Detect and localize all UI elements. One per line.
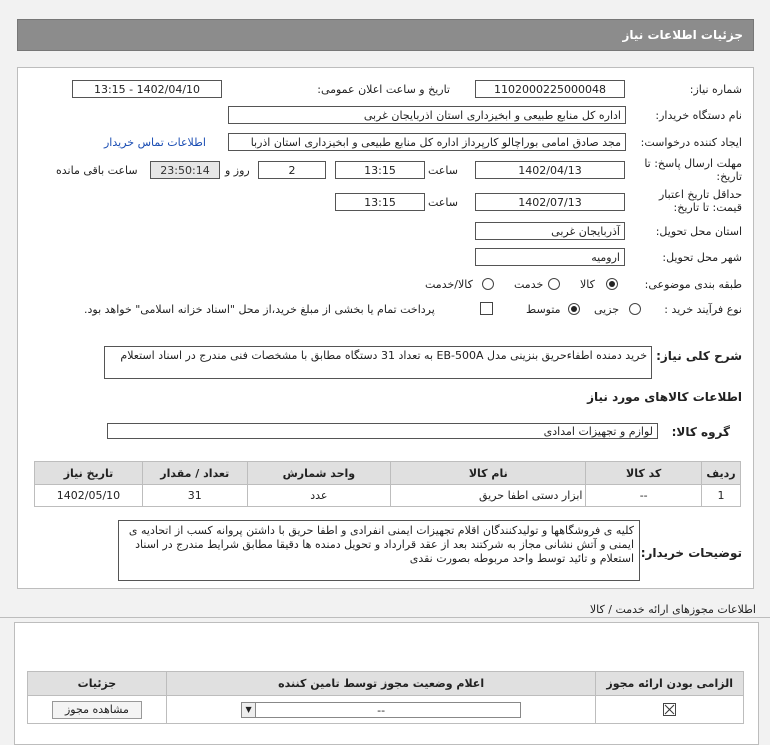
- goods-group-field[interactable]: لوازم و تجهیزات امدادی: [107, 423, 658, 439]
- process-minor-radio[interactable]: [629, 303, 641, 315]
- need-number-label: شماره نیاز:: [689, 83, 742, 96]
- page-title: جزئیات اطلاعات نیاز: [622, 28, 743, 42]
- city-field[interactable]: ارومیه: [475, 248, 625, 266]
- validity-date-field[interactable]: 1402/07/13: [475, 193, 625, 211]
- table-row[interactable]: [35, 485, 741, 507]
- col-row: ردیف: [701, 462, 740, 485]
- validity-label: حداقل تاریخ اعتبار: [658, 188, 742, 201]
- province-label: استان محل تحویل:: [655, 225, 742, 238]
- days-label: روز و: [225, 164, 250, 177]
- category-label: طبقه بندی موضوعی:: [644, 278, 742, 291]
- cell-unit: عدد: [247, 485, 391, 507]
- description-field[interactable]: خرید دمنده اطفاءحریق بنزینی مدل EB-500A به تعداد 31 دستگاه مطابق با مشخصات فنی مندرج در اسناد استعلام: [104, 346, 652, 379]
- col-unit: واحد شمارش: [247, 462, 391, 485]
- buyer-field[interactable]: اداره کل منابع طبیعی و ابخیزداری استان اذربایجان غربی: [228, 106, 626, 124]
- process-label: نوع فرآیند خرید :: [664, 303, 742, 316]
- cell-required: [596, 696, 744, 724]
- days-field[interactable]: 2: [258, 161, 326, 179]
- treasury-note: پرداخت تمام یا بخشی از مبلغ خرید،از محل "اسناد خزانه اسلامی" خواهد بود.: [84, 303, 435, 316]
- goods-table: [34, 461, 741, 507]
- cell-status: [166, 696, 596, 724]
- col-details: جزئیات: [28, 672, 167, 696]
- col-date: تاریخ نیاز: [35, 462, 143, 485]
- goods-section-title: اطلاعات کالاهای مورد نیاز: [587, 390, 742, 404]
- validity-label-2: قیمت: تا تاریخ:: [673, 201, 742, 214]
- need-number-field[interactable]: 1102000225000048: [475, 80, 625, 98]
- col-qty: تعداد / مقدار: [142, 462, 247, 485]
- cell-code: --: [586, 485, 701, 507]
- permits-table-header: [28, 672, 744, 696]
- cell-details: [28, 696, 167, 724]
- description-label: شرح کلی نیاز:: [656, 349, 742, 363]
- province-field[interactable]: آذربایجان غربی: [475, 222, 625, 240]
- remaining-time-field: 23:50:14: [150, 161, 220, 179]
- cell-row: 1: [701, 485, 740, 507]
- buyer-notes-label: توضیحات خریدار:: [640, 546, 742, 560]
- col-status: اعلام وضعیت مجوز توسط تامین کننده: [166, 672, 596, 696]
- category-service-radio[interactable]: [548, 278, 560, 290]
- category-goods-radio[interactable]: [606, 278, 618, 290]
- announce-label: تاریخ و ساعت اعلان عمومی:: [317, 83, 450, 96]
- chevron-down-icon[interactable]: ▼: [242, 703, 256, 717]
- treasury-checkbox[interactable]: [480, 302, 493, 315]
- cell-qty: 31: [142, 485, 247, 507]
- category-goods-label: کالا: [580, 278, 595, 291]
- required-x-checkbox: [663, 703, 676, 716]
- validity-time-field[interactable]: 13:15: [335, 193, 425, 211]
- status-select-value: --: [377, 703, 386, 717]
- buyer-label: نام دستگاه خریدار:: [655, 109, 742, 122]
- col-required: الزامی بودن ارائه مجوز: [596, 672, 744, 696]
- announce-field[interactable]: 1402/04/10 - 13:15: [72, 80, 222, 98]
- goods-group-label: گروه کالا:: [671, 425, 730, 439]
- table-row: [28, 696, 744, 724]
- permits-section-title: اطلاعات مجوزهای ارائه خدمت / کالا: [589, 603, 756, 616]
- contact-buyer-link[interactable]: اطلاعات تماس خریدار: [104, 136, 206, 149]
- deadline-time-field[interactable]: 13:15: [335, 161, 425, 179]
- permits-table: [27, 671, 744, 724]
- col-code: کد کالا: [586, 462, 701, 485]
- deadline-label-2: تاریخ:: [716, 170, 742, 183]
- creator-label: ایجاد کننده درخواست:: [640, 136, 742, 149]
- category-service-label: خدمت: [514, 278, 544, 291]
- divider: [0, 617, 770, 618]
- deadline-time-label: ساعت: [428, 164, 458, 177]
- category-both-label: کالا/خدمت: [425, 278, 473, 291]
- city-label: شهر محل تحویل:: [662, 251, 742, 264]
- goods-table-header: [35, 462, 741, 485]
- deadline-date-field[interactable]: 1402/04/13: [475, 161, 625, 179]
- creator-field[interactable]: مجد صادق امامی بوراچالو کارپرداز اداره کل منابع طبیعی و ابخیزداری استان اذربا: [228, 133, 626, 151]
- cell-name: ابزار دستی اطفا حریق: [391, 485, 586, 507]
- col-name: نام کالا: [391, 462, 586, 485]
- buyer-notes-field[interactable]: کلیه ی فروشگاهها و تولیدکنندگان اقلام تجهیزات ایمنی انفرادی و اطفا حریق با داشتن پروانه کسب از اتحادیه ی ایمنی و آتش نشانی مجاز به شرکتند بعد از عقد قرارداد و تحویل دمنده ها دقیقا مطابق شرایط مندرج در اسناد استعلام و تائید توسط واحد مربوطه بصورت نقدی: [118, 520, 640, 581]
- validity-time-label: ساعت: [428, 196, 458, 209]
- category-both-radio[interactable]: [482, 278, 494, 290]
- cell-date: 1402/05/10: [35, 485, 143, 507]
- x-icon: [664, 704, 675, 715]
- view-permit-button[interactable]: مشاهده مجوز: [52, 701, 142, 719]
- process-medium-radio[interactable]: [568, 303, 580, 315]
- deadline-label: مهلت ارسال پاسخ: تا: [644, 157, 742, 170]
- page-header: [17, 19, 754, 51]
- status-select[interactable]: [241, 702, 521, 718]
- process-medium-label: متوسط: [526, 303, 561, 316]
- remaining-label: ساعت باقی مانده: [56, 164, 138, 177]
- process-minor-label: جزیی: [594, 303, 620, 316]
